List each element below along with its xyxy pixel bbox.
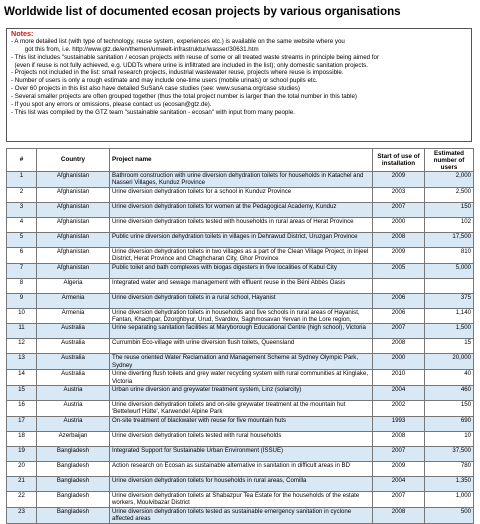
row-users: 10 bbox=[425, 431, 474, 446]
table-row bbox=[7, 339, 474, 354]
row-country: Bangladesh bbox=[37, 461, 110, 476]
row-country: Afghanistan bbox=[37, 232, 110, 247]
row-users: 5,000 bbox=[425, 263, 474, 278]
row-users: 500 bbox=[425, 507, 474, 523]
table-row bbox=[7, 491, 474, 507]
row-users: 2,500 bbox=[425, 187, 474, 202]
row-project-name: Urine diversion dehydration toilets and on-site greywater treatment at the mountain hut 'Bettelwurf Hütte', Karwendel Alpine Park bbox=[110, 401, 373, 417]
row-users: 102 bbox=[425, 217, 474, 232]
notes-line: - This list includes "sustainable sanitation / ecosan projects with reuse of some or all treated waste streams in principle being aimed for bbox=[11, 53, 380, 61]
row-number: 11 bbox=[7, 324, 37, 339]
row-number: 14 bbox=[7, 370, 37, 386]
row-number: 6 bbox=[7, 247, 37, 263]
row-country: Bangladesh bbox=[37, 476, 110, 491]
table-header-row bbox=[7, 149, 474, 172]
table-row bbox=[7, 247, 474, 263]
table-row bbox=[7, 401, 474, 417]
notes-line: - This list was compiled by the GTZ team "sustainable sanitation - ecosan" with input from many people. bbox=[11, 108, 295, 116]
row-users: 1,000 bbox=[425, 491, 474, 507]
row-users: 150 bbox=[425, 401, 474, 417]
header-users: Estimated number of users bbox=[425, 149, 474, 172]
row-project-name: Integrated water and sewage management with effluent reuse in the Béni Abbès Oasis bbox=[110, 278, 373, 293]
row-project-name: Public urine diversion dehydration toilets in villages in Dehrawud District, Uruzgan Province bbox=[110, 232, 373, 247]
notes-line: - A more detailed list (with type of technology, reuse system, experiences etc.) is available on the same website where you bbox=[11, 38, 345, 45]
table-row bbox=[7, 446, 474, 461]
row-country: Australia bbox=[37, 370, 110, 386]
row-start-year: 2010 bbox=[373, 370, 425, 386]
table-row bbox=[7, 354, 474, 370]
row-start-year: 2006 bbox=[373, 308, 425, 324]
row-country: Algeria bbox=[37, 278, 110, 293]
row-number: 4 bbox=[7, 217, 37, 232]
header-num: # bbox=[7, 149, 37, 172]
notes-line: - Over 60 projects in this list also have detailed SuSanA case studies (see: www.susana.org/case studies) bbox=[11, 85, 300, 93]
table-row bbox=[7, 172, 474, 188]
table-row bbox=[7, 386, 474, 401]
row-number: 2 bbox=[7, 187, 37, 202]
row-country: Armenia bbox=[37, 308, 110, 324]
header-start-year: Start of use of installation bbox=[373, 149, 425, 172]
row-start-year: 2007 bbox=[373, 324, 425, 339]
row-start-year: 1993 bbox=[373, 416, 425, 431]
row-users: 20,000 bbox=[425, 354, 474, 370]
row-start-year: 2009 bbox=[373, 247, 425, 263]
table-row bbox=[7, 293, 474, 308]
row-users: 1,500 bbox=[425, 324, 474, 339]
row-number: 17 bbox=[7, 416, 37, 431]
table-row bbox=[7, 232, 474, 247]
row-country: Afghanistan bbox=[37, 202, 110, 217]
row-start-year: 2007 bbox=[373, 446, 425, 461]
row-users: 17,500 bbox=[425, 232, 474, 247]
row-users: 2,000 bbox=[425, 172, 474, 188]
row-project-name: Urine diversion dehydration toilets in households and five schools in rural areas of Hayanist, Fantan, Khachpar, Dzorghbyur, Urud, Svardlov, Saghmosavan Yervan in the Lore region, bbox=[110, 308, 373, 324]
row-number: 15 bbox=[7, 386, 37, 401]
table-row bbox=[7, 431, 474, 446]
row-users: 375 bbox=[425, 293, 474, 308]
row-number: 3 bbox=[7, 202, 37, 217]
row-project-name: Urine diversion dehydration toilets in a rural school, Hayanist bbox=[110, 293, 373, 308]
notes-line: - If you spot any errors or omissions, please contact us (ecosan@gtz.de). bbox=[11, 100, 212, 108]
row-project-name: Urine diversion dehydration toilets in two villages as a part of the Clean Village Project, in Injeel District, Herat Province and Chaghcharan City, Ghor Province bbox=[110, 247, 373, 263]
projects-table bbox=[6, 148, 474, 524]
row-country: Armenia bbox=[37, 293, 110, 308]
row-start-year: 2007 bbox=[373, 202, 425, 217]
row-users: 1,140 bbox=[425, 308, 474, 324]
row-start-year: 2000 bbox=[373, 217, 425, 232]
row-number: 5 bbox=[7, 232, 37, 247]
row-country: Afghanistan bbox=[37, 247, 110, 263]
row-number: 10 bbox=[7, 308, 37, 324]
notes-line: - Projects not included in the list: small research projects, industrial wastewater reuse, projects where reuse is impossible. bbox=[11, 69, 344, 77]
table-row bbox=[7, 187, 474, 202]
row-start-year: 2007 bbox=[373, 491, 425, 507]
header-country: Country bbox=[37, 149, 110, 172]
row-project-name: Urine diversion dehydration toilets tested as sustainable emergency sanitation in cyclone affected areas bbox=[110, 507, 373, 523]
row-project-name: Currumbin Eco-village with urine diversion flush toilets, Queensland bbox=[110, 339, 373, 354]
table-row bbox=[7, 461, 474, 476]
table-body bbox=[7, 172, 474, 524]
row-project-name: Urine diversion dehydration toilets at Shabazpur Tea Estate for the households of the estate workers, Moulvibazar District bbox=[110, 491, 373, 507]
row-project-name: Integrated Support for Sustainable Urban Environment (ISSUE) bbox=[110, 446, 373, 461]
table-row bbox=[7, 308, 474, 324]
row-country: Bangladesh bbox=[37, 507, 110, 523]
row-project-name: Urine diversion dehydration toilets tested with households in rural areas of Herat Province bbox=[110, 217, 373, 232]
row-users bbox=[425, 278, 474, 293]
row-start-year: 2000 bbox=[373, 354, 425, 370]
row-project-name: Urine diversion dehydration toilets for a school in Kunduz Province bbox=[110, 187, 373, 202]
notes-line: (even if reuse is not fully achieved, e.g. UDDTs where urine is infiltrated are included in the list); only domestic sanitation projects. bbox=[11, 61, 368, 69]
row-project-name: Urine diversion dehydration toilets for women at the Pedagogical Academy, Kunduz bbox=[110, 202, 373, 217]
row-number: 23 bbox=[7, 507, 37, 523]
row-country: Bangladesh bbox=[37, 491, 110, 507]
row-project-name: Public toilet and bath complexes with biogas digesters in five localities of Kabul City bbox=[110, 263, 373, 278]
row-start-year: 2003 bbox=[373, 187, 425, 202]
row-number: 22 bbox=[7, 491, 37, 507]
table-row bbox=[7, 217, 474, 232]
row-country: Austria bbox=[37, 401, 110, 417]
row-start-year: 2009 bbox=[373, 172, 425, 188]
row-project-name: Urine diverting flush toilets and grey water recycling system with rural communities at Kinglake, Victoria bbox=[110, 370, 373, 386]
row-start-year: 2008 bbox=[373, 232, 425, 247]
row-number: 1 bbox=[7, 172, 37, 188]
notes-box bbox=[6, 28, 472, 142]
row-users: 460 bbox=[425, 386, 474, 401]
row-start-year: 2004 bbox=[373, 476, 425, 491]
notes-line: - Several smaller projects are often grouped together (thus the total project number is larger than the total number in this table) bbox=[11, 92, 357, 100]
row-number: 19 bbox=[7, 446, 37, 461]
row-country: Afghanistan bbox=[37, 187, 110, 202]
table-row bbox=[7, 278, 474, 293]
notes-line: - Number of users is only a rough estimate and may include one-time users (mobile urinals) or school pupils etc. bbox=[11, 77, 318, 85]
row-country: Austria bbox=[37, 386, 110, 401]
table-row bbox=[7, 476, 474, 491]
row-users: 810 bbox=[425, 247, 474, 263]
table-row bbox=[7, 416, 474, 431]
row-number: 16 bbox=[7, 401, 37, 417]
table-row bbox=[7, 263, 474, 278]
row-country: Afghanistan bbox=[37, 217, 110, 232]
row-project-name: On-site treatment of blackwater with reuse for five mountain huts bbox=[110, 416, 373, 431]
row-users: 1,350 bbox=[425, 476, 474, 491]
row-start-year: 2008 bbox=[373, 339, 425, 354]
row-users: 150 bbox=[425, 202, 474, 217]
row-country: Afghanistan bbox=[37, 263, 110, 278]
row-country: Bangladesh bbox=[37, 446, 110, 461]
row-number: 18 bbox=[7, 431, 37, 446]
row-project-name: Urine diversion dehydration toilets for households in rural areas, Comilla bbox=[110, 476, 373, 491]
row-start-year: 2002 bbox=[373, 401, 425, 417]
row-country: Azerbaijan bbox=[37, 431, 110, 446]
row-project-name: The reuse oriented Water Reclamation and Management Scheme at Sydney Olympic Park, Sydney bbox=[110, 354, 373, 370]
row-number: 7 bbox=[7, 263, 37, 278]
notes-lines bbox=[11, 38, 468, 116]
row-start-year: 2006 bbox=[373, 293, 425, 308]
row-number: 9 bbox=[7, 293, 37, 308]
table-row bbox=[7, 370, 474, 386]
notes-heading: Notes: bbox=[11, 29, 34, 38]
row-users: 40 bbox=[425, 370, 474, 386]
row-country: Austria bbox=[37, 416, 110, 431]
row-start-year: 2008 bbox=[373, 507, 425, 523]
row-project-name: Urine separating sanitation facilities at Maryborough Educational Centre (high school), Victoria bbox=[110, 324, 373, 339]
page-title: Worldwide list of documented ecosan projects by various organisations bbox=[4, 5, 401, 18]
row-number: 20 bbox=[7, 461, 37, 476]
row-country: Afghanistan bbox=[37, 172, 110, 188]
row-project-name: Urban urine diversion and greywater treatment system, Linz (solarcity) bbox=[110, 386, 373, 401]
table-row bbox=[7, 507, 474, 523]
row-number: 12 bbox=[7, 339, 37, 354]
row-project-name: Urine diversion dehydration toilets tested with rural households bbox=[110, 431, 373, 446]
row-start-year: 2005 bbox=[373, 263, 425, 278]
row-country: Australia bbox=[37, 324, 110, 339]
header-project-name: Project name bbox=[110, 149, 373, 172]
row-country: Australia bbox=[37, 354, 110, 370]
row-project-name: Action research on Ecosan as sustainable alternative in sanitation in difficult areas in BD bbox=[110, 461, 373, 476]
row-users: 37,500 bbox=[425, 446, 474, 461]
row-users: 780 bbox=[425, 461, 474, 476]
row-number: 21 bbox=[7, 476, 37, 491]
row-start-year: 2004 bbox=[373, 386, 425, 401]
row-number: 13 bbox=[7, 354, 37, 370]
notes-line: got this from, i.e. http://www.gtz.de/en/themen/umwelt-infrastruktur/wasser/30631.htm bbox=[11, 45, 259, 53]
row-start-year: 2008 bbox=[373, 431, 425, 446]
row-users: 690 bbox=[425, 416, 474, 431]
row-project-name: Bathroom construction with urine diversion dehydration toilets for households in Katachel and Nasseri Villages, Kunduz Province bbox=[110, 172, 373, 188]
row-start-year: 2009 bbox=[373, 461, 425, 476]
row-number: 8 bbox=[7, 278, 37, 293]
table-row bbox=[7, 324, 474, 339]
row-users: 15 bbox=[425, 339, 474, 354]
row-start-year bbox=[373, 278, 425, 293]
row-country: Australia bbox=[37, 339, 110, 354]
table-row bbox=[7, 202, 474, 217]
